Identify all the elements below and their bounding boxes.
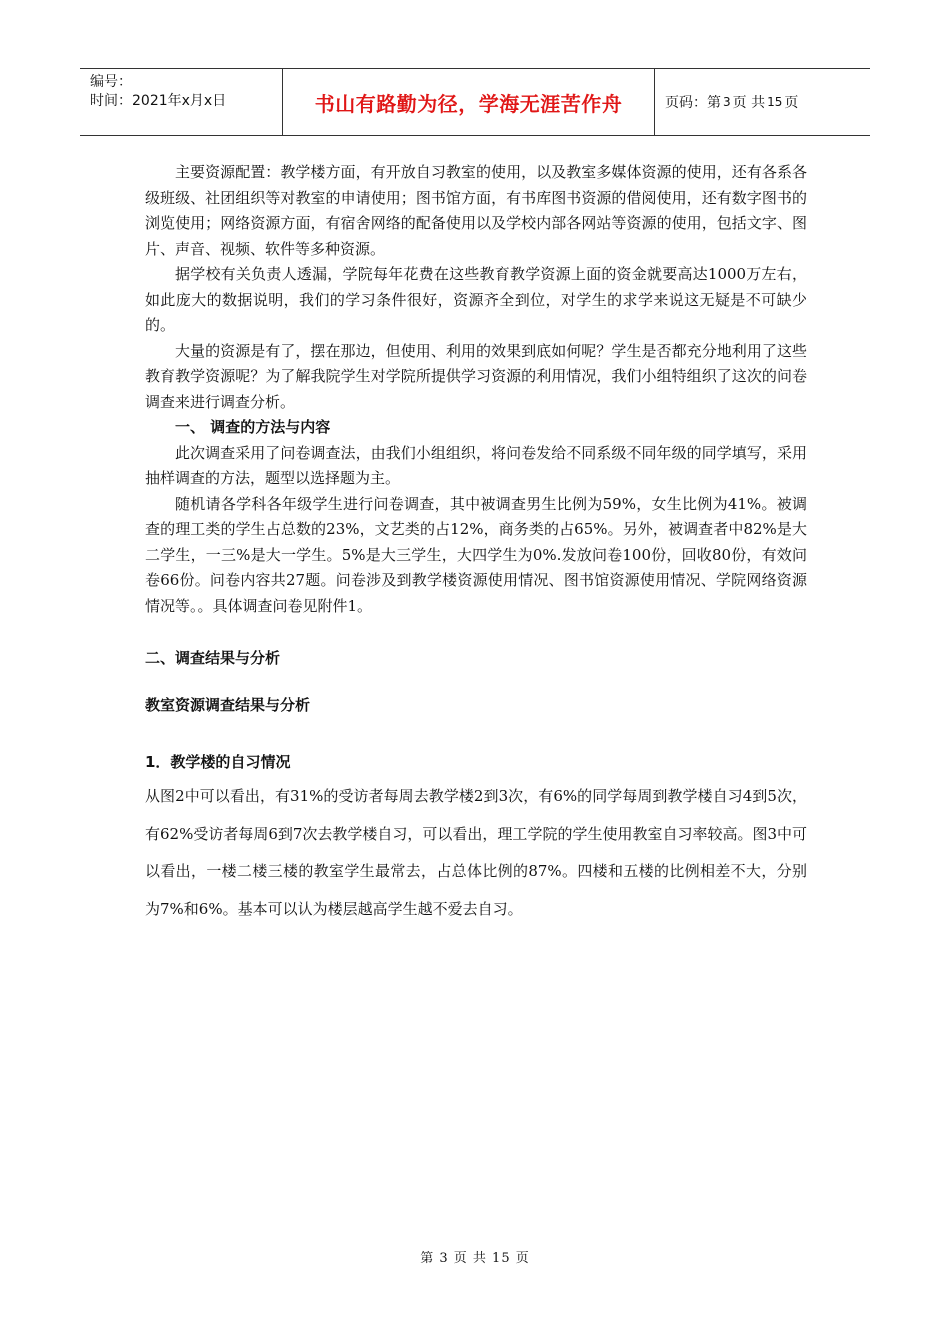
serial-number-label: 编号： [90, 74, 132, 90]
page-mid: 页 共 [732, 95, 766, 111]
paragraph-resources: 主要资源配置：教学楼方面，有开放自习教室的使用，以及教室多媒体资源的使用，还有各系各级班级、社团组织等对教室的申请使用；图书馆方面，有书库图书资源的借阅使用，还有数字图书的浏览使用；网络资源方面，有宿舍网络的配备使用以及学校内部各网站等资源的使用，包括文字、图片、声音、视频、软件等多种资源。 [145, 163, 807, 258]
section-heading-method: 一、 调查的方法与内容 [175, 418, 331, 436]
page-footer: 第 3 页 共 15 页 [420, 1251, 530, 1266]
page-suffix: 页 [784, 95, 799, 111]
header-page-number [655, 69, 870, 135]
header-motto: 书山有路勤为径，学海无涯苦作舟 [283, 69, 655, 135]
paragraph-motivation: 大量的资源是有了，摆在那边，但使用、利用的效果到底如何呢？学生是否都充分地利用了这些教育教学资源呢？为了解我院学生对学院所提供学习资源的利用情况，我们小组特组织了这次的问卷调查来进行调查分析。 [145, 341, 807, 411]
document-body [145, 160, 807, 928]
paragraph-self-study: 从图2中可以看出，有31%的受访者每周去教学楼2到3次，有6%的同学每周到教学楼自习4到5次，有62%受访者每周6到7次去教学楼自习，可以看出，理工学院的学生使用教室自习率较高。图3中可以看出，一楼二楼三楼的教室学生最常去，占总体比例的87%。四楼和五楼的比例相差不大，分别为7%和6%。基本可以认为楼层越高学生越不爱去自习。 [145, 787, 807, 918]
paragraph-sample: 随机请各学科各年级学生进行问卷调查，其中被调查男生比例为59%，女生比例为41%。被调查的理工类的学生占总数的23%，文艺类的占12%，商务类的占65%。另外，被调查者中82%是大二学生，一三%是大一学生。5%是大三学生，大四学生为0%.发放问卷100份，回收80份，有效问卷66份。问卷内容共27题。问卷涉及到教学楼资源使用情况、图书馆资源使用情况、学院网络资源情况等。。具体调查问卷见附件1。 [145, 494, 807, 615]
page-prefix: 页码：第 [665, 95, 721, 111]
section-heading-results: 二、调查结果与分析 [145, 649, 281, 667]
header-info-cell [80, 69, 283, 135]
page-header [80, 68, 870, 136]
section-heading-classroom: 教室资源调查结果与分析 [145, 696, 311, 714]
date-label: 时间：2021年x月x日 [90, 93, 227, 109]
paragraph-funding: 据学校有关负责人透漏，学院每年花费在这些教育教学资源上面的资金就要高达1000万左右，如此庞大的数据说明，我们的学习条件很好，资源齐全到位，对学生的求学来说这无疑是不可缺少的。 [145, 265, 807, 334]
paragraph-method: 此次调查采用了问卷调查法，由我们小组组织，将问卷发给不同系级不同年级的同学填写，采用抽样调查的方法，题型以选择题为主。 [145, 443, 807, 487]
page-current: 3 [723, 95, 731, 109]
page-total: 15 [767, 95, 783, 109]
section-heading-self-study: 1．教学楼的自习情况 [145, 753, 291, 771]
